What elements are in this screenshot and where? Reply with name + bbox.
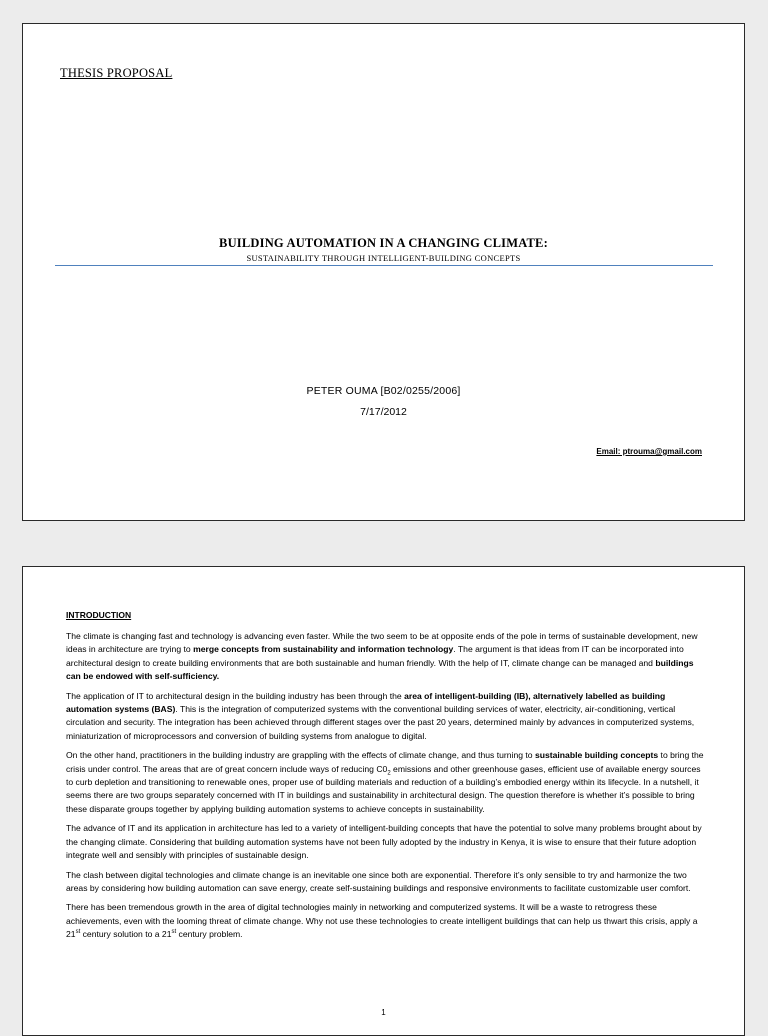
paragraph (66, 869, 706, 896)
bold-text: buildings can be endowed with self-sufficiency. (66, 657, 694, 682)
text-run: The advance of IT and its application in architecture has led to a variety of intelligent-building concepts that have the potential to solve many problems brought about by the changing climate. Considering that building automation systems have not been fully adopted by the industry in Kenya, it is wise to ensure that their future adoption integrate well and sensibly with principles of sustainable design. (66, 823, 702, 861)
paragraph (66, 690, 706, 744)
bold-text: sustainable building concepts (534, 750, 659, 761)
text-run: There has been tremendous growth in the area of digital technologies mainly in networking and computerized systems. It will be a waste to retrogress these achievements, even with the looming threat of climate change. Why not use these technologies to create intelligent buildings that can help us thwart this crisis, apply a 21 (66, 902, 698, 940)
text-run: On the other hand, practitioners in the building industry are grappling with the effects of climate change, and thus turning to (66, 750, 535, 761)
bold-text: merge concepts from sustainability and information technology (193, 644, 454, 655)
paragraph (66, 822, 706, 862)
document-title: BUILDING AUTOMATION IN A CHANGING CLIMATE: (219, 236, 548, 250)
introduction-page (22, 566, 745, 1036)
title-divider (55, 265, 713, 266)
paragraph (66, 901, 706, 941)
introduction-content (66, 610, 706, 948)
text-run: century problem. (176, 929, 243, 940)
paragraph (66, 630, 706, 684)
page-number: 1 (381, 1008, 386, 1017)
introduction-heading: INTRODUCTION (66, 610, 132, 620)
document-date: 7/17/2012 (360, 406, 407, 418)
text-run: emissions and other greenhouse gases, efficient use of available energy sources to curb depletion and transitioning to renewable ones, proper use of building materials and reduction of a building’s embodied energy within its lifecycle. In a nutshell, it seems there are two groups separately concerned with IT in buildings and sustainability in architectural design. The question therefore is whether it’s possible to bring these disparate groups together by applying building automation systems to achieve concepts in sustainability. (66, 763, 701, 814)
bold-text: area of intelligent-building (IB), alternatively labelled as building automation systems (BAS) (66, 690, 666, 715)
text-run: century solution to a 21 (80, 929, 172, 940)
introduction-body (66, 630, 706, 942)
text-run: The application of IT to architectural design in the building industry has been through the (66, 690, 405, 701)
email-link[interactable]: Email: ptrouma@gmail.com (596, 447, 702, 456)
text-run: The climate is changing fast and technology is advancing even faster. While the two seem to be at opposite ends of the pole in terms of sustainable development, new ideas in architecture are trying to (66, 631, 698, 655)
cover-page (22, 23, 745, 521)
superscript: st (75, 929, 81, 936)
text-run: . This is the integration of computerized systems with the conventional building services of water, electricity, air-conditioning, vertical circulation and security. The integration has been achieved through different stages over the past 20 years, determined mainly by advances in computerized systems, miniaturization of microprocessors and conversion of building systems from analogue to digital. (66, 704, 695, 741)
text-run: to bring the crisis under control. The areas that are of great concern include ways of reducing C0 (66, 750, 704, 774)
document-subtitle: SUSTAINABILITY THROUGH INTELLIGENT-BUILDING CONCEPTS (246, 253, 521, 263)
text-run: . The argument is that ideas from IT can be incorporated into architectural design to create building environments that are both sustainable and human friendly. With the help of IT, climate change can be managed and (66, 644, 684, 668)
author-line: PETER OUMA [B02/0255/2006] (306, 385, 461, 397)
thesis-proposal-label: THESIS PROPOSAL (60, 66, 173, 80)
subscript: 2 (387, 770, 391, 777)
text-run: The clash between digital technologies and climate change is an inevitable one since both are exponential. Therefore it’s only sensible to try and harmonize the two areas by considering how building automation can save energy, create self-sustaining buildings and responsive environments to facilitate customizable user comfort. (66, 869, 691, 893)
superscript: st (171, 929, 177, 936)
paragraph (66, 749, 706, 816)
